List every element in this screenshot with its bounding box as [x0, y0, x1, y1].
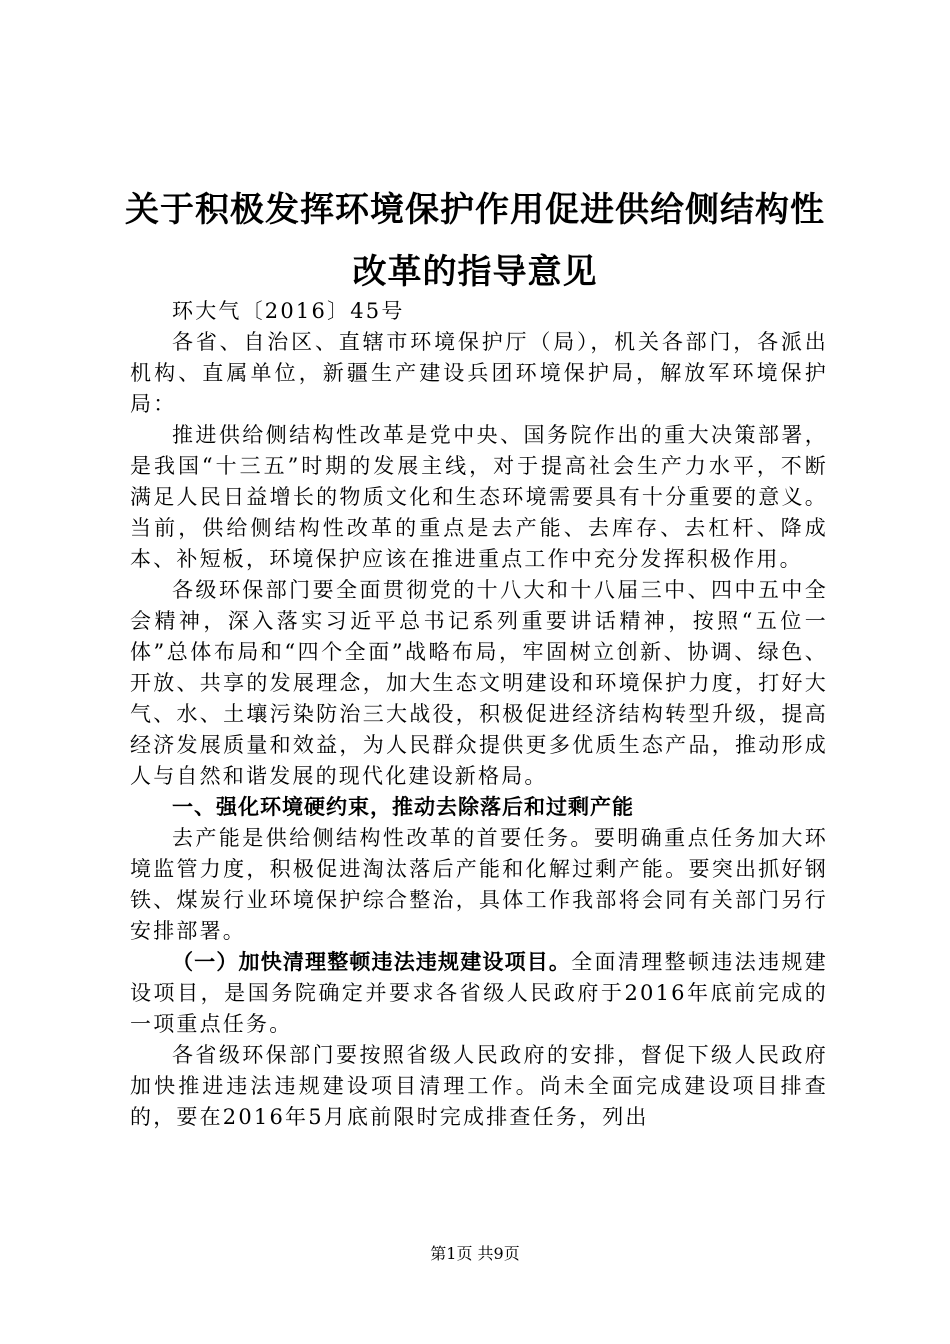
- document-title-line-1: 关于积极发挥环境保护作用促进供给侧结构性: [125, 190, 825, 230]
- item-1-lead: （一）加快清理整顿违法违规建设项目。: [172, 950, 572, 974]
- doc-number: 环大气〔2016〕45号: [172, 299, 405, 323]
- page-footer: 第1页 共9页: [430, 1244, 520, 1263]
- paragraph-addressees: 各省、自治区、直辖市环境保护厅（局），机关各部门，各派出机构、直属单位，新疆生产建设兵团环境保护局，解放军环境保护局：: [130, 330, 828, 416]
- paragraph-intro: 推进供给侧结构性改革是党中央、国务院作出的重大决策部署，是我国“十三五”时期的发展主线，对于提高社会生产力水平，不断满足人民日益增长的物质文化和生态环境需要具有十分重要的意义。当前，供给侧结构性改革的重点是去产能、去库存、去杠杆、降成本、补短板，环境保护应该在推进重点工作中充分发挥积极作用。: [130, 423, 828, 571]
- document-body: [130, 296, 828, 1133]
- section-1-paragraph: 去产能是供给侧结构性改革的首要任务。要明确重点任务加大环境监管力度，积极促进淘汰落后产能和化解过剩产能。要突出抓好钢铁、煤炭行业环境保护综合整治，具体工作我部将会同有关部门另行安排部署。: [130, 826, 828, 943]
- item-1-paragraph-2: 各省级环保部门要按照省级人民政府的安排，督促下级人民政府加快推进违法违规建设项目清理工作。尚未全面完成建设项目排查的，要在2016年5月底前限时完成排查任务，列出: [130, 1043, 828, 1129]
- item-1-paragraph: [130, 947, 828, 1040]
- item-1-text: 全面清理整顿违法违规建设项目，是国务院确定并要求各省级人民政府于2016年底前完成的一项重点任务。: [130, 950, 829, 1036]
- document-title-line-2: 改革的指导意见: [352, 252, 598, 292]
- section-1-heading: 一、强化环境硬约束，推动去除落后和过剩产能: [172, 795, 634, 819]
- paragraph-guiding-principles: 各级环保部门要全面贯彻党的十八大和十八届三中、四中五中全会精神，深入落实习近平总书记系列重要讲话精神，按照“五位一体”总体布局和“四个全面”战略布局，牢固树立创新、协调、绿色、开放、共享的发展理念，加大生态文明建设和环境保护力度，打好大气、水、土壤污染防治三大战役，积极促进经济结构转型升级，提高经济发展质量和效益，为人民群众提供更多优质生态产品，推动形成人与自然和谐发展的现代化建设新格局。: [130, 578, 828, 788]
